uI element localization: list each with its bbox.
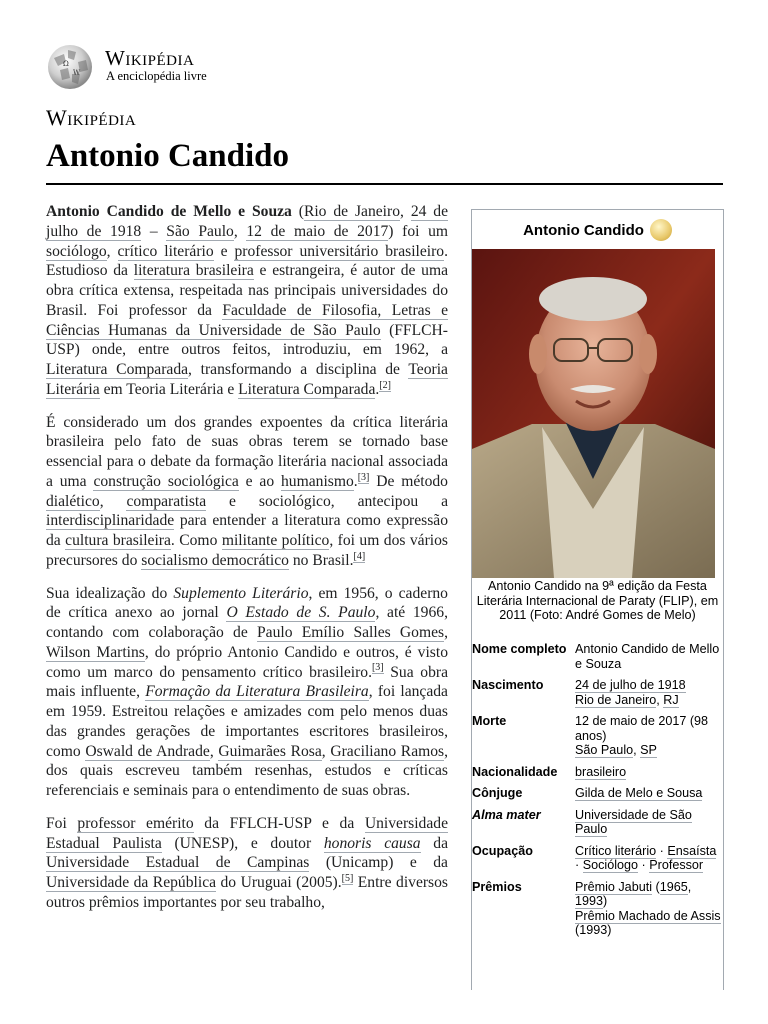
svg-text:Ω: Ω xyxy=(63,60,69,68)
link-cultura-brasileira[interactable]: cultura brasileira xyxy=(65,532,171,549)
photo-caption: Antonio Candido na 9ª edição da Festa Literária Internacional de Paraty (FLIP), em 2011 (Foto: André Gomes de Melo) xyxy=(476,579,719,622)
link-premio-jabuti[interactable]: Prêmio Jabuti xyxy=(575,879,652,894)
link-fflch-usp[interactable]: Faculdade de Filosofia, Letras e Ciências Humanas da Universidade de São Paulo xyxy=(46,301,448,339)
link-literatura-brasileira[interactable]: literatura brasileira xyxy=(133,262,254,280)
link-honoris-causa[interactable]: honoris causa xyxy=(323,834,421,852)
page-title: Antonio Candido xyxy=(46,138,290,174)
infobox-rows xyxy=(472,642,723,945)
reference-link[interactable]: [3] xyxy=(371,662,384,674)
link-literatura-comparada-2[interactable]: Literatura Comparada xyxy=(238,380,376,398)
link-premio-machado[interactable]: Prêmio Machado de Assis xyxy=(575,908,721,923)
link-oswald-de-andrade[interactable]: Oswald de Andrade xyxy=(85,742,210,760)
link-professor-emerito[interactable]: professor emérito xyxy=(77,814,194,832)
link-rio-info[interactable]: Rio de Janeiro xyxy=(575,692,657,707)
link-unesp[interactable]: Universidade Estadual Paulista xyxy=(46,814,448,852)
link-graciliano-ramos[interactable]: Graciliano Ramos xyxy=(330,742,445,760)
infobox-row: Alma mater Universidade de São Paulo xyxy=(472,807,692,836)
paragraph-4: Foi professor emérito da FFLCH-USP e da Universidade Estadual Paulista (UNESP), e doutor honoris causa da Universidade Estadual de Campinas (Unicamp) e da Universidade da República do Uruguai (2005).[5] Entre diversos outros prêmios importantes por seu trabalho, xyxy=(46,814,448,911)
paragraph-1: Antonio Candido de Mello e Souza (Rio de Janeiro, 24 de julho de 1918 – São Paulo, 12 de maio de 2017) foi um sociólogo, crítico literário e professor universitário brasileiro. Estudioso da literatura brasileira e estrangeira, é autor de uma obra crítica extensa, respeitada nas principais universidades do Brasil. Foi professor da Faculdade de Filosofia, Letras e Ciências Humanas da Universidade de São Paulo (FFLCH-USP) onde, entre outros feitos, introduziu, em 1962, a Literatura Comparada, transformando a disciplina de Teoria Literária em Teoria Literária e Literatura Comparada.[2] xyxy=(46,203,449,398)
link-rj-info[interactable]: RJ xyxy=(663,692,679,707)
link-socialismo-democratico[interactable]: socialismo democrático xyxy=(141,551,289,569)
link-wilson-martins[interactable]: Wilson Martins xyxy=(46,643,145,661)
link-sp-info[interactable]: SP xyxy=(640,743,657,757)
link-usp[interactable]: Universidade de São Paulo xyxy=(575,807,692,836)
infobox-title: Antonio Candido xyxy=(472,219,723,241)
link-teoria-literaria[interactable]: Teoria Literária xyxy=(46,361,448,398)
link-birth-date-info[interactable]: 24 de julho de 1918 xyxy=(575,678,686,692)
link-literatura-comparada[interactable]: Literatura Comparada xyxy=(46,361,189,378)
title-divider xyxy=(46,183,723,185)
site-title[interactable]: Wikipédia xyxy=(105,46,195,70)
wikipedia-globe-icon[interactable] xyxy=(46,44,94,90)
link-militante-politico[interactable]: militante político xyxy=(221,532,330,549)
featured-medal-icon[interactable] xyxy=(650,219,672,241)
infobox-row: Ocupação Crítico literário · Ensaísta · Sociólogo · Professor xyxy=(472,843,717,872)
reference-link[interactable]: [3] xyxy=(357,471,370,483)
link-birth-date[interactable]: 24 de julho de 1918 xyxy=(46,203,449,240)
wordmark: Wikipédia xyxy=(46,105,137,130)
link-formacao-literatura[interactable]: Formação da Literatura Brasileira xyxy=(145,683,369,701)
link-sociologo-info[interactable]: Sociólogo xyxy=(582,858,639,872)
portrait-photo[interactable] xyxy=(472,249,715,578)
article-subject: Antonio Candido de Mello e Souza xyxy=(46,203,292,220)
link-unicamp[interactable]: Universidade Estadual de Campinas xyxy=(46,854,310,872)
article-body xyxy=(46,202,448,926)
site-subtitle: A enciclopédia livre xyxy=(106,69,207,83)
link-ensaista[interactable]: Ensaísta xyxy=(667,843,717,858)
link-paulo-emilio[interactable]: Paulo Emílio Salles Gomes xyxy=(257,624,445,641)
link-critico-literario[interactable]: crítico literário xyxy=(117,242,214,260)
infobox xyxy=(471,209,724,990)
infobox-row: Prêmios Prêmio Jabuti (1965, 1993) Prêmio Machado de Assis (1993) xyxy=(472,879,721,937)
link-professor[interactable]: Professor xyxy=(649,858,704,872)
infobox-row: Nacionalidade brasileiro xyxy=(472,764,627,779)
link-guimaraes-rosa[interactable]: Guimarães Rosa xyxy=(218,742,322,760)
infobox-row: Nascimento 24 de julho de 1918 Rio de Janeiro, RJ xyxy=(472,678,686,707)
link-interdisciplinaridade[interactable]: interdisciplinaridade xyxy=(46,512,175,530)
reference-link[interactable]: [4] xyxy=(353,550,366,562)
site-header xyxy=(46,42,346,92)
infobox-row: Nome completo Antonio Candido de Mello e Souza xyxy=(472,642,720,671)
link-sao-paulo-info[interactable]: São Paulo xyxy=(575,743,634,757)
link-gilda[interactable]: Gilda de Melo e Sousa xyxy=(575,786,703,800)
link-1965[interactable]: 1965 xyxy=(659,879,688,894)
infobox-row: Morte 12 de maio de 2017 (98 anos) São Paulo, SP xyxy=(472,714,709,757)
link-sociologo[interactable]: sociólogo xyxy=(46,242,107,260)
link-sao-paulo[interactable]: São Paulo xyxy=(166,222,234,240)
link-critico[interactable]: Crítico literário xyxy=(575,843,657,858)
link-humanismo[interactable]: humanismo xyxy=(281,472,354,490)
paragraph-3: Sua idealização do Suplemento Literário, em 1956, o caderno de crítica anexo ao jornal O Estado de S. Paulo, até 1966, contando com colaboração de Paulo Emílio Salles Gomes, Wilson Martins, do próprio Antonio Candido e outros, é visto como um marco do pensamento crítico brasileiro.[3] Sua obra mais influente, Formação da Literatura Brasileira, foi lançada em 1959. Estreitou relações e amizades com pelo menos duas das grandes gerações de importantes escritores brasileiros, como Oswald de Andrade, Guimarães Rosa, Graciliano Ramos, dos quais escreveu também resenhas, estudos e críticas referenciais e seminais para o entendimento de suas obras. xyxy=(46,584,449,799)
paragraph-2: É considerado um dos grandes expoentes da crítica literária brasileira pelo fato de suas obras terem se tornado base essencial para o debate da formação literária nacional associada a uma construção sociológica e ao humanismo.[3] De método dialético, comparatista e sociológico, antecipou a interdisciplinaridade para entender a literatura como expressão da cultura brasileira. Como militante político, foi um dos vários precursores do socialismo democrático no Brasil.[4] xyxy=(46,413,448,569)
link-death-date[interactable]: 12 de maio de 2017 xyxy=(246,222,389,240)
link-universidade-republica[interactable]: Universidade da República xyxy=(46,874,217,891)
reference-link[interactable]: [5] xyxy=(341,872,354,884)
link-construcao-sociologica[interactable]: construção sociológica xyxy=(93,472,239,490)
link-comparatista[interactable]: comparatista xyxy=(126,492,207,510)
svg-text:W: W xyxy=(73,69,81,77)
reference-link[interactable]: [2] xyxy=(379,379,391,391)
link-dialetico[interactable]: dialético xyxy=(46,492,100,510)
infobox-row: Cônjuge Gilda de Melo e Sousa xyxy=(472,786,703,800)
link-1993[interactable]: 1993 xyxy=(575,894,604,908)
link-brasileiro[interactable]: brasileiro xyxy=(575,764,627,779)
link-estado-de-sao-paulo[interactable]: O Estado de S. Paulo xyxy=(226,604,376,622)
link-professor-universitario[interactable]: professor universitário brasileiro xyxy=(234,242,445,260)
italic-suplemento: Suplemento Literário xyxy=(173,584,309,602)
link-rio-de-janeiro[interactable]: Rio de Janeiro xyxy=(303,203,401,220)
